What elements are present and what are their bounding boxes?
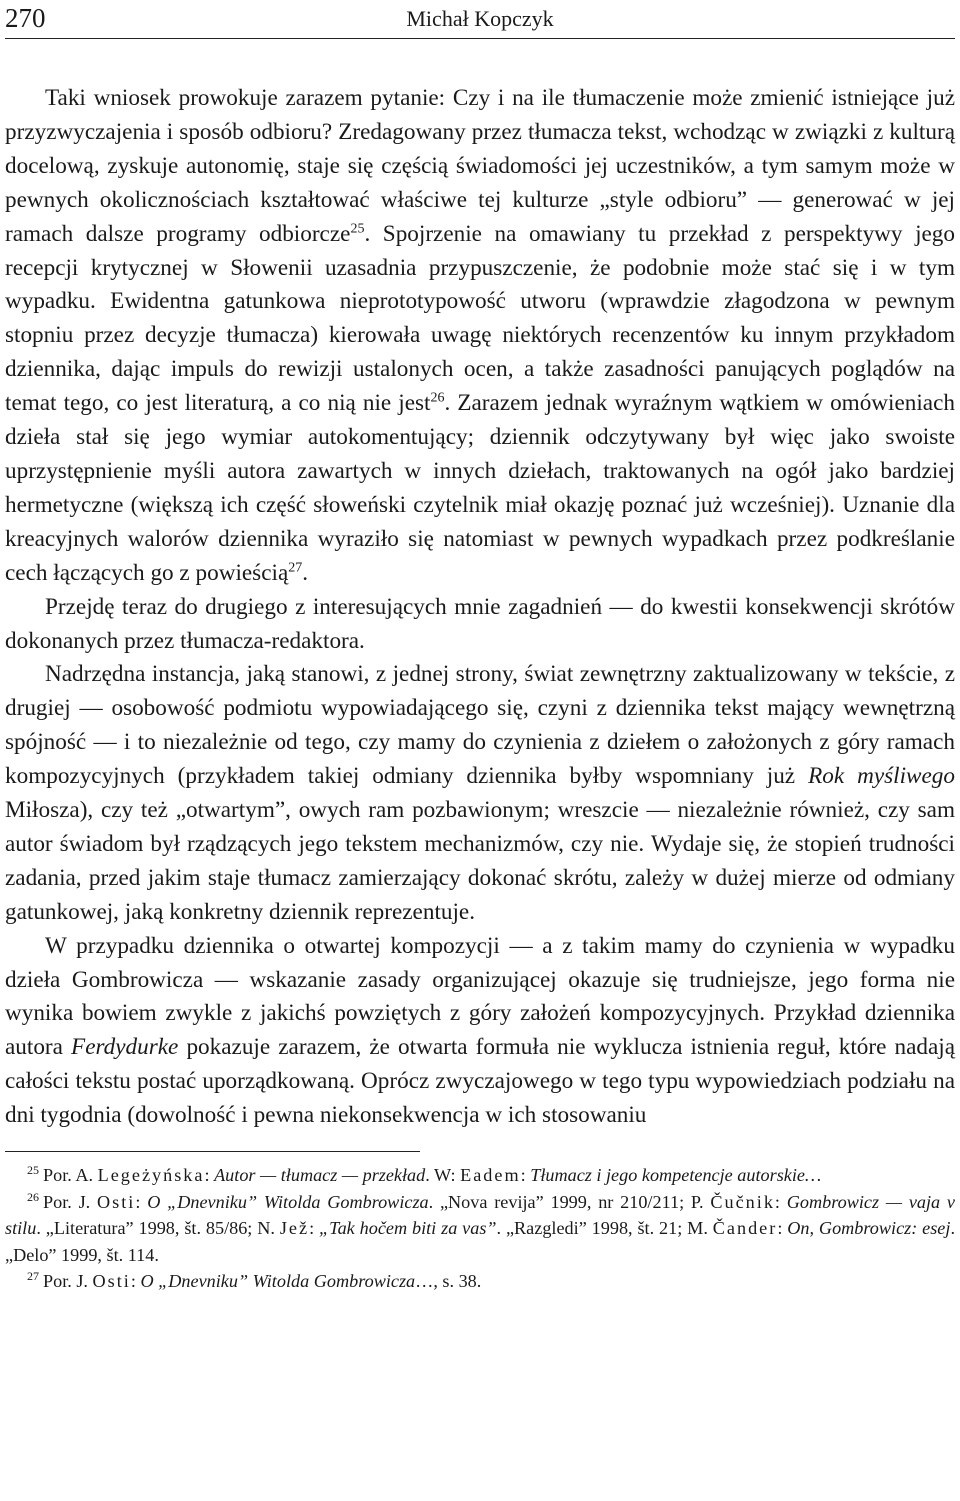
footnote-text: : xyxy=(204,1165,215,1186)
footnote-26 xyxy=(5,1189,955,1269)
paragraph-text: Taki wniosek prowokuje zarazem pytanie: Czy i na ile tłumaczenie może zmienić istniejące już przyzwyczajenia i sposób odbioru? Zredagowany przez tłumacza tekst, wchodząc w związki z kulturą docelową, zyskuje autonomię, staje się częścią świadomości jej uczestników, a tym samym może w pewnych okolicznościach kształtować właściwe tej kulturze „style odbioru” — generować w jej ramach dalsze programy odbiorcze xyxy=(5,85,955,247)
paragraph-text: W przypadku dziennika o otwartej kompozycji — a z takim mamy do czynienia w wypadku dzieła Gombrowicza — wskazanie zasady organizującej okazuje się trudniejsze, jego forma nie wynika bowiem zwykle z jakichś powziętych z góry założeń kompozycyjnych. Przykład dziennika autora xyxy=(5,932,955,1061)
footnote-text: Por. J. xyxy=(43,1271,93,1292)
footnote-number: 27 xyxy=(27,1269,39,1284)
book-title-italic: Ferdydurke xyxy=(71,1034,179,1061)
paragraph-text: . Zarazem jednak wyraźnym wątkiem w omówieniach dzieła stał się jego wymiar autokomentujący; dziennik odczytywany był więc jako swoiste uprzystępnienie myśli autora zawartych w innych dziełach, traktowanych na ogół jako bardziej hermetyczne (większą ich część słoweński czytelnik miał okazję poznać już wcześniej). Uznanie dla kreacyjnych walorów dziennika wyraziło się natomiast w pewnych wypadkach przez podkreślanie cech łączących go z powieścią xyxy=(5,390,955,586)
author-name: Legeżyńska xyxy=(97,1165,205,1186)
footnote-text: …, s. 38. xyxy=(415,1271,482,1292)
footnotes xyxy=(5,1162,955,1295)
page xyxy=(5,0,955,1295)
footnote-text: : xyxy=(135,1191,148,1212)
work-title: O „Dnevniku” Witolda Gombrowicza xyxy=(147,1191,429,1212)
footnote-text: . „Literatura” 1998, št. 85/86; N. xyxy=(36,1218,280,1239)
footnote-text: . „Delo” 1999, št. 114. xyxy=(5,1218,955,1265)
author-name: Čander xyxy=(712,1218,778,1239)
footnote-text: : xyxy=(774,1191,787,1212)
paragraph-1 xyxy=(5,82,955,591)
footnote-27 xyxy=(5,1268,955,1295)
footnote-text: : xyxy=(520,1165,531,1186)
page-number: 270 xyxy=(5,3,46,33)
author-name: Jež xyxy=(279,1218,310,1239)
footnote-rule xyxy=(5,1151,420,1152)
footnote-number: 26 xyxy=(27,1189,39,1204)
author-name: Osti xyxy=(97,1191,136,1212)
footnote-ref-27[interactable]: 27 xyxy=(288,559,303,575)
work-title: Tłumacz i jego kompetencje autorskie… xyxy=(530,1165,822,1186)
footnote-text: : xyxy=(130,1271,141,1292)
work-title: On, Gombrowicz: esej xyxy=(787,1218,951,1239)
work-title: „Tak hočem biti za vas” xyxy=(319,1218,497,1239)
paragraph-text: pokazuje zarazem, że otwarta formuła nie wyklucza istnienia reguł, które nadają całości tekstu postać uporządkowaną. Oprócz zwyczajowego w tego typu wypowiedziach podziału na dni tygodnia (dowolność i pewna niekonsekwencja w ich stosowaniu xyxy=(5,1034,956,1129)
paragraph-text: Miłosza), czy też „otwartym”, owych ram pozbawionym; wreszcie — niezależnie również, czy sam autor świadom był rządzących jego tekstem mechanizmów, czy nie. Wydaje się, że stopień trudności zadania, przed jakim staje tłumacz zamierzający dokonać skrótu, zależy w dużej mierze od odmiany gatunkowej, jaką konkretny dziennik reprezentuje. xyxy=(5,797,955,925)
author-name: Osti xyxy=(92,1271,131,1292)
footnote-text: Por. J. xyxy=(43,1191,98,1212)
work-title: O „Dnevniku” Witolda Gombrowicza xyxy=(140,1271,416,1292)
footnote-text: . „Nova revija” 1999, nr 210/211; P. xyxy=(428,1191,711,1212)
paragraph-text: . Spojrzenie na omawiany tu przekład z perspektywy jego recepcji krytycznej w Słowenii uzasadnia przypuszczenie, że podobnie może stać się i w tym wypadku. Ewidentna gatunkowa nieprototypowość utworu (wprawdzie złagodzona w pewnym stopniu przez decyzje tłumacza) kierowała uwagę niektórych recenzentów ku innym przykładom dziennika, dając impuls do rewizji ustalonych ocen, a także zasadności panujących poglądów na temat tego, co jest literaturą, a co nią nie jest xyxy=(5,220,955,417)
footnote-text: . W: xyxy=(425,1165,461,1186)
footnote-text: : xyxy=(777,1218,788,1239)
footnote-25 xyxy=(5,1162,955,1189)
page-header xyxy=(5,0,955,40)
paragraph-4 xyxy=(5,930,955,1133)
paragraph-text: Nadrzędna instancja, jaką stanowi, z jednej strony, świat zewnętrzny zaktualizowany w tekście, z drugiej — osobowość podmiotu wypowiadającego się, czyni z dziennika tekst mający wewnętrzną spójność — i to niezależnie od tego, czy mamy do czynienia z dziełem o założonych z góry ramach kompozycyjnych (przykładem takiej odmiany dziennika byłby wspomniany już xyxy=(5,661,955,790)
work-title: Autor — tłumacz — przekład xyxy=(214,1165,426,1186)
paragraph-3 xyxy=(5,658,955,929)
footnote-number: 25 xyxy=(27,1163,39,1178)
work-title: Gombrowicz — vaja v stilu xyxy=(5,1191,956,1239)
paragraph-2 xyxy=(5,591,955,659)
footnote-text: . „Razgledi” 1998, št. 21; M. xyxy=(496,1218,713,1239)
main-text xyxy=(5,82,955,1133)
author-name: Čučnik xyxy=(710,1191,775,1212)
footnote-text: Por. A. xyxy=(43,1165,98,1186)
paragraph-text: . xyxy=(302,559,309,586)
paragraph-text: Przejdę teraz do drugiego z interesujących mnie zagadnień — do kwestii konsekwencji skrótów dokonanych przez tłumacza-redaktora. xyxy=(5,593,955,654)
footnote-ref-26[interactable]: 26 xyxy=(430,390,445,406)
author-name: Eadem xyxy=(460,1165,521,1186)
footnote-text: : xyxy=(309,1218,320,1239)
running-head-author: Michał Kopczyk xyxy=(406,6,554,31)
header-rule xyxy=(5,38,955,39)
book-title-italic: Rok myśliwego xyxy=(808,763,955,790)
footnote-ref-25[interactable]: 25 xyxy=(350,220,365,236)
